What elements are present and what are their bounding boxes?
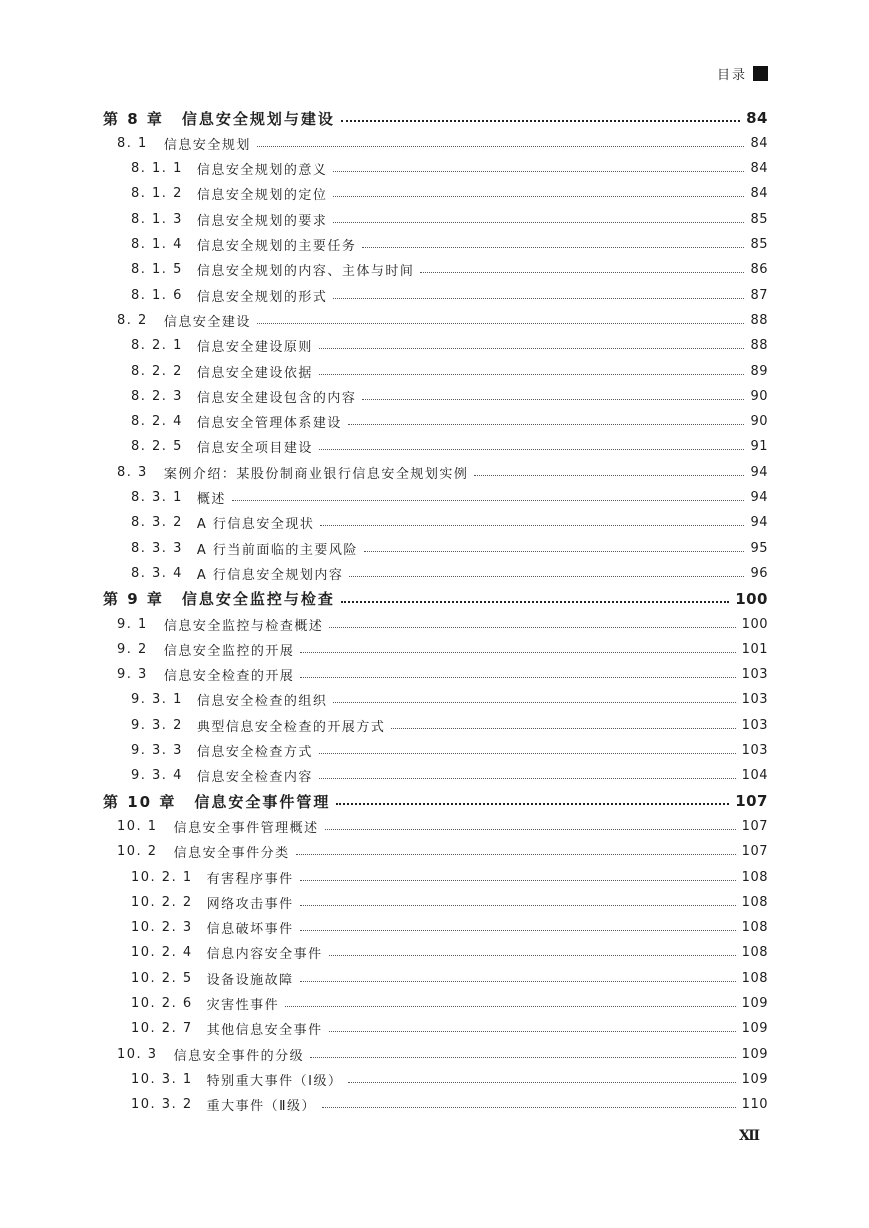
toc-entry-number: 9. 1	[117, 616, 148, 632]
toc-entry-page: 86	[750, 262, 768, 278]
dot-leader	[232, 500, 745, 501]
dot-leader	[333, 171, 744, 172]
toc-entry-title: 信息安全建设原则	[196, 340, 313, 356]
toc-entry-page: 84	[750, 135, 768, 151]
dot-leader	[391, 728, 735, 729]
toc-entry-page: 103	[741, 667, 768, 683]
toc-entry-page: 101	[741, 641, 768, 657]
toc-entry-title: 网络攻击事件	[206, 896, 294, 912]
toc-entry-title: 信息安全检查的开展	[163, 669, 295, 685]
toc-entry-title: 信息安全事件的分级	[173, 1048, 305, 1064]
toc-subsection-row[interactable]	[131, 764, 768, 788]
toc-section-row[interactable]	[117, 663, 768, 687]
toc-entry-title: 信息安全监控与检查概述	[163, 618, 324, 634]
dot-leader	[364, 551, 745, 552]
dot-leader	[348, 1082, 735, 1083]
toc-entry-title: 信息安全检查内容	[196, 770, 313, 786]
toc-section-row[interactable]	[117, 637, 768, 661]
toc-entry-number: 8. 2. 2	[131, 363, 183, 379]
toc-entry-page: 103	[741, 717, 768, 733]
toc-entry-page: 84	[750, 186, 768, 202]
dot-leader	[325, 829, 736, 830]
toc-entry-title: 有害程序事件	[206, 871, 294, 887]
toc-entry-number: 9. 3	[117, 667, 148, 683]
toc-entry-title: 信息安全建设包含的内容	[196, 390, 357, 406]
dot-leader	[320, 525, 744, 526]
toc-entry-title: 信息安全规划的意义	[196, 163, 328, 179]
toc-entry-title: 信息安全规划的定位	[196, 188, 328, 204]
dot-leader	[329, 627, 735, 628]
toc-subsection-row[interactable]	[131, 233, 768, 257]
dot-leader	[319, 348, 745, 349]
dot-leader	[300, 981, 736, 982]
toc-entry-number: 10. 2. 3	[131, 920, 193, 936]
toc-entry-number: 8. 3. 1	[131, 490, 183, 505]
toc-entry-page: 107	[735, 792, 768, 811]
toc-entry-number: 第 9 章	[103, 590, 164, 609]
toc-entry-number: 8. 1. 4	[131, 237, 183, 252]
toc-entry-title: 其他信息安全事件	[206, 1023, 323, 1039]
toc-entry-page: 108	[741, 920, 768, 936]
toc-section-row[interactable]	[117, 814, 768, 838]
toc-entry-title: 信息安全规划的要求	[196, 213, 328, 229]
dot-leader	[349, 576, 744, 577]
toc-entry-page: 88	[750, 338, 768, 354]
toc-entry-title: 信息安全建设依据	[196, 365, 313, 381]
toc-chapter-row[interactable]	[103, 789, 768, 813]
toc-subsection-row[interactable]	[131, 1017, 768, 1041]
toc-subsection-row[interactable]	[131, 207, 768, 231]
toc-subsection-row[interactable]	[131, 713, 768, 737]
toc-entry-title: 信息安全事件管理概述	[173, 820, 319, 836]
toc-entry-page: 109	[741, 1021, 768, 1037]
dot-leader	[420, 272, 744, 273]
toc-entry-title: A 行当前面临的主要风险	[196, 542, 358, 558]
toc-entry-number: 10. 3	[117, 1046, 158, 1062]
toc-entry-page: 94	[750, 490, 768, 505]
toc-entry-number: 8. 1. 2	[131, 186, 183, 202]
toc-entry-page: 87	[750, 287, 768, 303]
toc-entry-title: 特别重大事件（Ⅰ级）	[206, 1073, 343, 1089]
toc-entry-title: 信息安全规划与建设	[181, 109, 335, 128]
toc-section-row[interactable]	[117, 612, 768, 636]
toc-entry-number: 8. 2	[117, 312, 148, 328]
toc-subsection-row[interactable]	[131, 157, 768, 181]
dot-leader	[319, 778, 736, 779]
toc-section-row[interactable]	[117, 131, 768, 155]
toc-entry-title: 案例介绍：某股份制商业银行信息安全规划实例	[163, 466, 469, 482]
toc-entry-number: 8. 1. 3	[131, 211, 183, 227]
toc-entry-number: 10. 1	[117, 818, 158, 834]
toc-entry-title: 信息安全事件分类	[173, 846, 290, 862]
toc-subsection-row[interactable]	[131, 688, 768, 712]
toc-chapter-row[interactable]	[103, 587, 768, 611]
toc-subsection-row[interactable]	[131, 536, 768, 560]
toc-subsection-row[interactable]	[131, 283, 768, 307]
toc-section-row[interactable]	[117, 308, 768, 332]
dot-leader	[362, 247, 744, 248]
toc-section-row[interactable]	[117, 460, 768, 484]
toc-entry-page: 108	[741, 894, 768, 910]
toc-entry-page: 90	[750, 388, 768, 404]
toc-entry-page: 103	[741, 743, 768, 758]
toc-entry-title: 设备设施故障	[206, 972, 294, 988]
toc-entry-page: 109	[741, 1071, 768, 1087]
dot-leader	[333, 298, 744, 299]
toc-subsection-row[interactable]	[131, 1093, 768, 1117]
dot-leader	[300, 880, 736, 881]
toc-entry-title: 信息安全规划	[163, 137, 251, 153]
toc-subsection-row[interactable]	[131, 182, 768, 206]
toc-section-row[interactable]	[117, 840, 768, 864]
dot-leader	[300, 677, 735, 678]
toc-entry-number: 第 8 章	[103, 109, 164, 128]
toc-entry-page: 108	[741, 869, 768, 885]
toc-entry-page: 88	[750, 312, 768, 328]
toc-subsection-row[interactable]	[131, 966, 768, 990]
dot-leader	[257, 323, 745, 324]
toc-entry-title: A 行信息安全规划内容	[196, 567, 344, 583]
dot-leader	[474, 475, 744, 476]
toc-subsection-row[interactable]	[131, 916, 768, 940]
toc-entry-title: 灾害性事件	[206, 998, 280, 1013]
toc-entry-number: 8. 3. 4	[131, 565, 183, 581]
toc-entry-number: 8. 2. 1	[131, 338, 183, 354]
toc-subsection-row[interactable]	[131, 890, 768, 914]
toc-entry-page: 95	[750, 540, 768, 556]
toc-entry-number: 10. 3. 2	[131, 1097, 193, 1113]
dot-leader	[333, 196, 744, 197]
toc-entry-number: 8. 1. 1	[131, 161, 183, 177]
header-title: 目录	[716, 68, 747, 83]
dot-leader	[333, 222, 744, 223]
running-header	[717, 64, 768, 83]
toc-subsection-row[interactable]	[131, 359, 768, 383]
toc-entry-number: 9. 2	[117, 641, 148, 657]
toc-entry-page: 100	[741, 616, 768, 632]
dot-leader	[296, 854, 736, 855]
dot-leader	[285, 1006, 736, 1007]
dot-leader	[329, 955, 736, 956]
toc-entry-page: 108	[741, 945, 768, 961]
toc-subsection-row[interactable]	[131, 511, 768, 535]
toc-section-row[interactable]	[117, 1042, 768, 1066]
toc-entry-number: 8. 2. 4	[131, 414, 183, 430]
toc-entry-number: 第 10 章	[103, 792, 177, 811]
toc-entry-title: 信息安全管理体系建设	[196, 416, 342, 432]
toc-entry-page: 109	[741, 996, 768, 1011]
toc-entry-page: 100	[735, 589, 768, 608]
toc-entry-number: 10. 2. 1	[131, 869, 193, 885]
toc-entry-page: 84	[750, 161, 768, 177]
toc-entry-title: 重大事件（Ⅱ级）	[206, 1099, 317, 1115]
toc-entry-page: 85	[750, 211, 768, 227]
toc-entry-title: 信息安全监控的开展	[163, 643, 295, 659]
dot-leader	[362, 399, 744, 400]
header-black-square	[753, 66, 768, 81]
toc-entry-page: 90	[750, 414, 768, 430]
dot-leader	[257, 146, 745, 147]
toc-entry-page: 103	[741, 692, 768, 708]
toc-entry-page: 94	[750, 464, 768, 480]
toc-entry-title: 信息安全规划的主要任务	[196, 239, 357, 254]
toc-entry-page: 104	[741, 768, 768, 784]
toc-entry-page: 109	[741, 1046, 768, 1062]
toc-entry-number: 10. 3. 1	[131, 1071, 193, 1087]
toc-subsection-row[interactable]	[131, 992, 768, 1016]
toc-entry-number: 9. 3. 2	[131, 717, 183, 733]
toc-subsection-row[interactable]	[131, 258, 768, 282]
toc-entry-number: 8. 3. 3	[131, 540, 183, 556]
toc-entry-number: 10. 2. 5	[131, 970, 193, 986]
toc-subsection-row[interactable]	[131, 486, 768, 510]
toc-subsection-row[interactable]	[131, 941, 768, 965]
dot-leader	[341, 120, 740, 122]
page-number: Ⅻ	[739, 1128, 760, 1144]
toc-entry-page: 108	[741, 970, 768, 986]
toc-entry-title: 信息安全检查方式	[196, 745, 313, 760]
toc-entry-page: 89	[750, 363, 768, 379]
toc-entry-page: 110	[741, 1097, 768, 1113]
toc-entry-title: 信息安全项目建设	[196, 441, 313, 457]
toc-entry-number: 10. 2	[117, 844, 158, 860]
toc-entry-number: 8. 2. 5	[131, 439, 183, 455]
dot-leader	[319, 449, 745, 450]
toc-subsection-row[interactable]	[131, 435, 768, 459]
toc-subsection-row[interactable]	[131, 1067, 768, 1091]
toc-entry-number: 10. 2. 6	[131, 996, 193, 1011]
toc-entry-page: 107	[741, 844, 768, 860]
toc-entry-title: 概述	[196, 492, 226, 507]
toc-entry-number: 9. 3. 3	[131, 743, 183, 758]
toc-entry-title: 典型信息安全检查的开展方式	[196, 719, 386, 735]
toc-entry-page: 91	[750, 439, 768, 455]
toc-entry-title: 信息安全检查的组织	[196, 694, 328, 710]
dot-leader	[348, 424, 745, 425]
toc-entry-number: 10. 2. 2	[131, 894, 193, 910]
dot-leader	[300, 905, 736, 906]
toc-subsection-row[interactable]	[131, 561, 768, 585]
toc-subsection-row[interactable]	[131, 410, 768, 434]
toc-entry-title: 信息安全监控与检查	[181, 590, 335, 609]
dot-leader	[333, 702, 735, 703]
toc-subsection-row[interactable]	[131, 384, 768, 408]
toc-entry-number: 8. 1. 6	[131, 287, 183, 303]
toc-subsection-row[interactable]	[131, 739, 768, 763]
dot-leader	[336, 803, 729, 805]
toc-entry-number: 8. 3	[117, 464, 148, 480]
toc-entry-title: 信息安全事件管理	[194, 792, 331, 811]
toc-entry-number: 10. 2. 7	[131, 1021, 193, 1037]
toc-entry-title: 信息安全建设	[163, 314, 251, 330]
toc-entry-number: 8. 2. 3	[131, 388, 183, 404]
toc-entry-title: 信息安全规划的内容、主体与时间	[196, 264, 415, 280]
toc-subsection-row[interactable]	[131, 334, 768, 358]
toc-entry-page: 85	[750, 237, 768, 252]
dot-leader	[319, 753, 736, 754]
toc-entry-page: 84	[746, 109, 768, 127]
toc-entry-title: A 行信息安全现状	[196, 517, 315, 533]
dot-leader	[300, 652, 735, 653]
dot-leader	[319, 374, 745, 375]
toc-entry-number: 9. 3. 1	[131, 692, 183, 708]
toc-entry-title: 信息内容安全事件	[206, 947, 323, 963]
dot-leader	[310, 1057, 736, 1058]
dot-leader	[341, 601, 729, 603]
toc-entry-number: 8. 1. 5	[131, 262, 183, 278]
toc-entry-number: 8. 1	[117, 135, 148, 151]
toc-entry-number: 8. 3. 2	[131, 515, 183, 531]
toc-entry-number: 9. 3. 4	[131, 768, 183, 784]
toc-entry-page: 96	[750, 565, 768, 581]
toc-entry-title: 信息安全规划的形式	[196, 289, 328, 305]
toc-entry-page: 94	[750, 515, 768, 531]
dot-leader	[322, 1107, 736, 1108]
toc-entry-number: 10. 2. 4	[131, 945, 193, 961]
dot-leader	[329, 1031, 736, 1032]
dot-leader	[300, 930, 736, 931]
toc-subsection-row[interactable]	[131, 865, 768, 889]
toc-entry-title: 信息破坏事件	[206, 922, 294, 938]
toc-entry-page: 107	[741, 818, 768, 834]
toc-chapter-row[interactable]	[103, 106, 768, 130]
